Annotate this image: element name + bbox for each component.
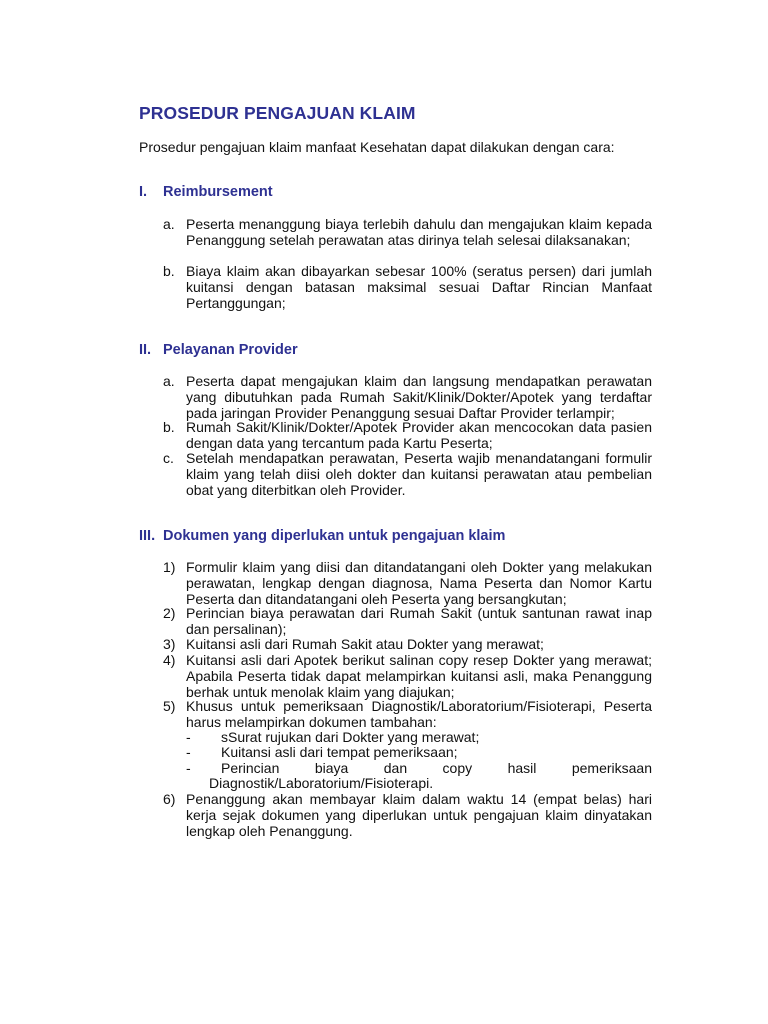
section-1-number: I. <box>139 184 148 200</box>
section-2-item-c-marker: c. <box>163 450 174 466</box>
section-2-title: Pelayanan Provider <box>163 342 298 358</box>
subitem-3-line-1: Perincian biaya dan copy hasil pemeriksaan <box>221 760 652 776</box>
section-2-item-c: Setelah mendapatkan perawatan, Peserta wajib menandatangani formulir klaim yang telah diisi oleh dokter dan kuitansi perawatan atau pembelian obat yang diterbitkan oleh Provider. <box>186 450 652 498</box>
section-3-item-6: Penanggung akan membayar klaim dalam waktu 14 (empat belas) hari kerja sejak dokumen yang diperlukan untuk pengajuan klaim dinyatakan lengkap oleh Penanggung. <box>186 791 652 839</box>
section-1-item-a-marker: a. <box>163 216 175 232</box>
section-2-item-a-marker: a. <box>163 373 175 389</box>
section-1-item-a: Peserta menanggung biaya terlebih dahulu dan mengajukan klaim kepada Penanggung setelah perawatan atas dirinya telah selesai dilaksanakan; <box>186 216 652 248</box>
subitem-3-marker: - <box>186 760 191 776</box>
section-3-title: Dokumen yang diperlukan untuk pengajuan klaim <box>163 528 506 544</box>
section-1-item-b: Biaya klaim akan dibayarkan sebesar 100% (seratus persen) dari jumlah kuitansi dengan batasan maksimal sesuai Daftar Rincian Manfaat Pertanggungan; <box>186 263 652 311</box>
section-3-item-1-marker: 1) <box>163 559 176 575</box>
section-3-item-1: Formulir klaim yang diisi dan ditandatangani oleh Dokter yang melakukan perawatan, lengkap dengan diagnosa, Nama Peserta dan Nomor Kartu Peserta dan ditandatangani oleh Peserta yang bersangkutan; <box>186 559 652 607</box>
subitem-2-marker: - <box>186 744 191 760</box>
subitem-2: Kuitansi asli dari tempat pemeriksaan; <box>221 744 458 760</box>
section-1-title: Reimbursement <box>163 184 273 200</box>
intro-text: Prosedur pengajuan klaim manfaat Kesehatan dapat dilakukan dengan cara: <box>139 139 615 155</box>
section-2-item-a: Peserta dapat mengajukan klaim dan langsung mendapatkan perawatan yang dibutuhkan pada Rumah Sakit/Klinik/Dokter/Apotek yang terdaftar pada jaringan Provider Penanggung sesuai Daftar Provider terlampir; <box>186 373 652 421</box>
section-3-item-6-marker: 6) <box>163 791 176 807</box>
section-3-item-5: Khusus untuk pemeriksaan Diagnostik/Laboratorium/Fisioterapi, Peserta harus melampirkan dokumen tambahan: <box>186 698 652 730</box>
section-3-item-3: Kuitansi asli dari Rumah Sakit atau Dokter yang merawat; <box>186 636 544 652</box>
section-3-item-2-marker: 2) <box>163 605 176 621</box>
section-3-item-2: Perincian biaya perawatan dari Rumah Sakit (untuk santunan rawat inap dan persalinan); <box>186 605 652 637</box>
subitem-3-line-2: Diagnostik/Laboratorium/Fisioterapi. <box>209 775 434 791</box>
section-2-number: II. <box>139 342 152 358</box>
section-1-item-b-marker: b. <box>163 263 175 279</box>
section-3-number: III. <box>139 528 156 544</box>
subitem-1: sSurat rujukan dari Dokter yang merawat; <box>221 729 480 745</box>
section-3-item-3-marker: 3) <box>163 636 176 652</box>
section-3-item-5-marker: 5) <box>163 698 176 714</box>
section-3-item-4-marker: 4) <box>163 652 176 668</box>
subitem-1-marker: - <box>186 729 191 745</box>
section-3-item-4: Kuitansi asli dari Apotek berikut salinan copy resep Dokter yang merawat; Apabila Peserta tidak dapat melampirkan kuitansi asli, maka Penanggung berhak untuk menolak klaim yang diajukan; <box>186 652 652 700</box>
page-title: PROSEDUR PENGAJUAN KLAIM <box>139 103 416 123</box>
section-2-item-b-marker: b. <box>163 419 175 435</box>
section-2-item-b: Rumah Sakit/Klinik/Dokter/Apotek Provider akan mencocokan data pasien dengan data yang tercantum pada Kartu Peserta; <box>186 419 652 451</box>
